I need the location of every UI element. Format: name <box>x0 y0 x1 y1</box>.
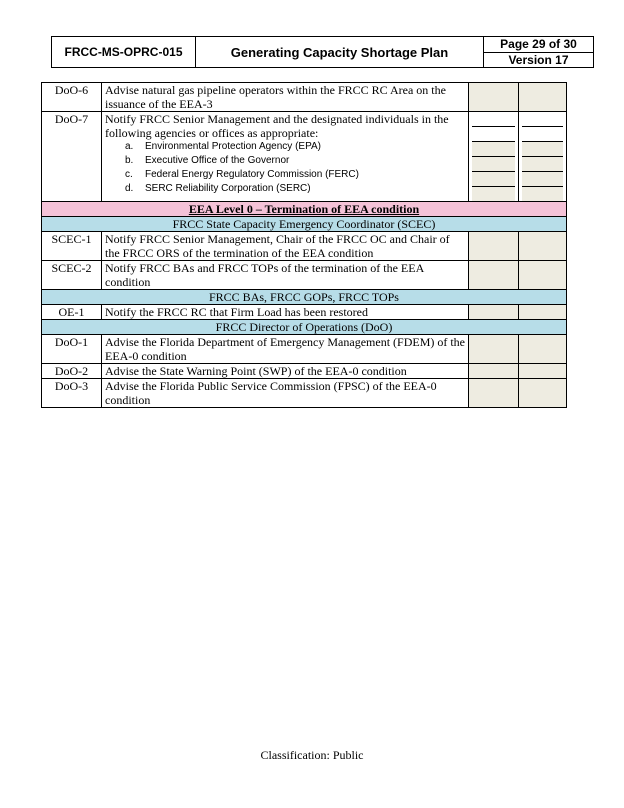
step-text: Notify FRCC Senior Management and the designated individuals in the following agencies or offices as appropriate: <box>105 112 449 140</box>
check-cell[interactable] <box>522 157 563 172</box>
list-item: a. Environmental Protection Agency (EPA) <box>125 141 322 152</box>
check-cell[interactable] <box>522 187 563 201</box>
check-cell[interactable] <box>469 261 519 290</box>
step-id: DoO-2 <box>42 364 102 379</box>
step-id: DoO-3 <box>42 379 102 408</box>
step-id: OE-1 <box>42 305 102 320</box>
check-cell[interactable] <box>469 232 519 261</box>
check-cell[interactable] <box>519 261 567 290</box>
group-heading: FRCC State Capacity Emergency Coordinator (SCEC) <box>42 217 567 232</box>
version-label: Version 17 <box>508 52 569 67</box>
group-heading-row <box>42 290 567 305</box>
step-text: Advise natural gas pipeline operators within the FRCC RC Area on the issuance of the EEA-3 <box>102 83 469 112</box>
table-row <box>42 335 567 364</box>
step-id: DoO-7 <box>42 112 102 202</box>
doc-title: Generating Capacity Shortage Plan <box>196 37 484 67</box>
list-item: d. SERC Reliability Corporation (SERC) <box>125 183 311 194</box>
check-cell[interactable] <box>472 187 515 201</box>
step-text: Advise the Florida Department of Emergency Management (FDEM) of the EEA-0 condition <box>102 335 469 364</box>
check-cell[interactable] <box>519 335 567 364</box>
table-row <box>42 112 567 202</box>
check-cell[interactable] <box>469 379 519 408</box>
check-cell[interactable] <box>519 364 567 379</box>
check-cell[interactable] <box>469 335 519 364</box>
check-cell-group <box>519 112 567 202</box>
check-cell[interactable] <box>469 305 519 320</box>
check-cell[interactable] <box>519 305 567 320</box>
check-cell-group <box>469 112 519 202</box>
agency-list <box>105 140 465 196</box>
step-id: SCEC-1 <box>42 232 102 261</box>
check-cell[interactable] <box>519 379 567 408</box>
group-heading: FRCC BAs, FRCC GOPs, FRCC TOPs <box>42 290 567 305</box>
page-number: Page 29 of 30 <box>484 37 593 53</box>
page-header <box>51 36 594 68</box>
classification-footer: Classification: Public <box>260 748 364 762</box>
step-text-cell <box>102 112 469 202</box>
check-cell[interactable] <box>472 172 515 187</box>
group-heading: FRCC Director of Operations (DoO) <box>42 320 567 335</box>
step-id: DoO-6 <box>42 83 102 112</box>
check-cell[interactable] <box>472 142 515 157</box>
table-row <box>42 261 567 290</box>
page-version-cell <box>484 37 593 67</box>
procedure-table <box>41 82 567 408</box>
step-text: Notify the FRCC RC that Firm Load has been restored <box>102 305 469 320</box>
table-row <box>42 379 567 408</box>
check-cell[interactable] <box>522 142 563 157</box>
group-heading-row <box>42 320 567 335</box>
check-cell[interactable] <box>522 172 563 187</box>
check-cell[interactable] <box>472 157 515 172</box>
table-row <box>42 83 567 112</box>
step-id: SCEC-2 <box>42 261 102 290</box>
check-cell[interactable] <box>469 364 519 379</box>
step-id: DoO-1 <box>42 335 102 364</box>
table-row <box>42 364 567 379</box>
list-item: b. Executive Office of the Governor <box>125 155 290 166</box>
table-row <box>42 305 567 320</box>
list-item: c. Federal Energy Regulatory Commission (FERC) <box>125 169 359 180</box>
check-cell[interactable] <box>519 83 567 112</box>
check-cell[interactable] <box>519 232 567 261</box>
doc-id: FRCC-MS-OPRC-015 <box>52 37 196 67</box>
check-cell[interactable] <box>469 83 519 112</box>
section-heading-row <box>42 202 567 217</box>
level-heading: EEA Level 0 – Termination of EEA condition <box>42 202 567 217</box>
step-text: Advise the State Warning Point (SWP) of the EEA-0 condition <box>102 364 469 379</box>
step-text: Notify FRCC Senior Management, Chair of the FRCC OC and Chair of the FRCC ORS of the termination of the EEA condition <box>102 232 469 261</box>
step-text: Notify FRCC BAs and FRCC TOPs of the termination of the EEA condition <box>102 261 469 290</box>
step-text: Advise the Florida Public Service Commission (FPSC) of the EEA-0 condition <box>102 379 469 408</box>
group-heading-row <box>42 217 567 232</box>
table-row <box>42 232 567 261</box>
